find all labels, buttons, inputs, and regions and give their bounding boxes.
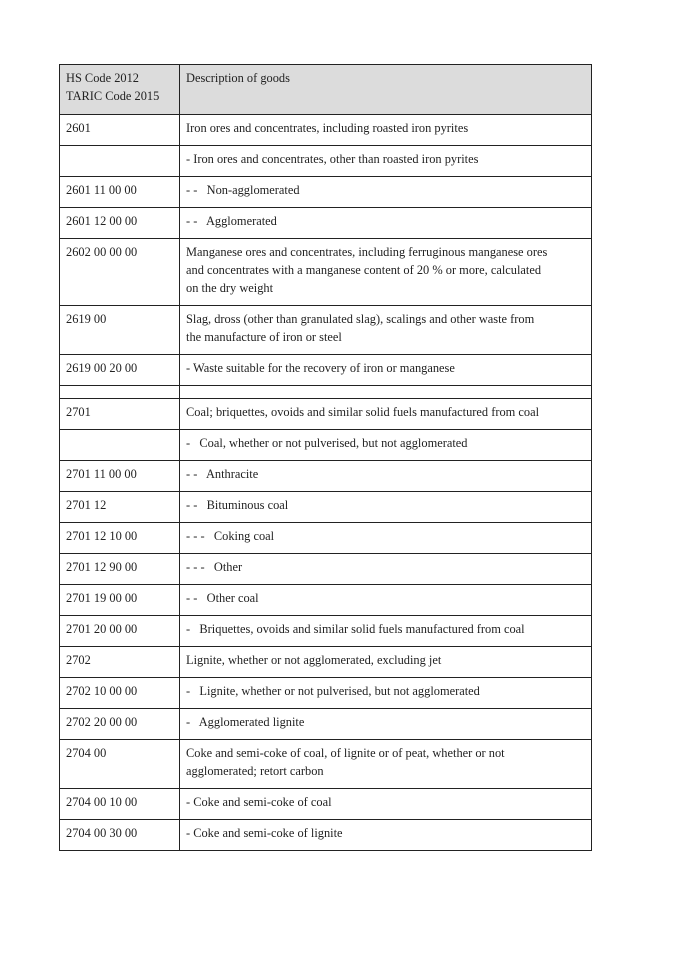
hs-code-cell: 2704 00 30 00 [60,820,180,851]
table-row [60,399,592,430]
hs-code-cell: 2701 19 00 00 [60,585,180,616]
hs-code-cell: 2702 20 00 00 [60,709,180,740]
table-row [60,115,592,146]
description-cell: - - - Other [180,554,592,585]
hs-code-cell: 2602 00 00 00 [60,239,180,306]
table-row [60,647,592,678]
description-cell: - - - Coking coal [180,523,592,554]
hs-code-cell [60,146,180,177]
table-row [60,461,592,492]
description-cell: - - Anthracite [180,461,592,492]
table-header-row [60,65,592,115]
hs-code-cell: 2701 [60,399,180,430]
hs-code-cell: 2701 12 90 00 [60,554,180,585]
hs-code-cell: 2701 20 00 00 [60,616,180,647]
description-cell: - - Non-agglomerated [180,177,592,208]
header-description: Description of goods [180,65,592,115]
table-row [60,239,592,306]
description-cell: - Agglomerated lignite [180,709,592,740]
description-cell: - - Bituminous coal [180,492,592,523]
table-row [60,177,592,208]
description-cell: Slag, dross (other than granulated slag), scalings and other waste from the manufacture of iron or steel [180,306,592,355]
table-row [60,740,592,789]
table-row [60,523,592,554]
hs-code-cell: 2701 11 00 00 [60,461,180,492]
table-row [60,678,592,709]
description-cell: - Lignite, whether or not pulverised, but not agglomerated [180,678,592,709]
hs-code-cell: 2701 12 10 00 [60,523,180,554]
table-row [60,386,592,399]
hs-code-cell: 2704 00 [60,740,180,789]
hs-code-cell: 2619 00 [60,306,180,355]
hs-code-cell: 2702 10 00 00 [60,678,180,709]
table-row [60,616,592,647]
table-row [60,789,592,820]
goods-code-table [59,64,592,851]
description-cell: - Coke and semi-coke of coal [180,789,592,820]
description-cell: - Coal, whether or not pulverised, but not agglomerated [180,430,592,461]
hs-code-cell: 2601 12 00 00 [60,208,180,239]
hs-code-cell: 2704 00 10 00 [60,789,180,820]
description-cell: Coke and semi-coke of coal, of lignite or of peat, whether or not agglomerated; retort carbon [180,740,592,789]
description-cell: - Iron ores and concentrates, other than roasted iron pyrites [180,146,592,177]
description-cell: Iron ores and concentrates, including roasted iron pyrites [180,115,592,146]
hs-code-cell [60,386,180,399]
hs-code-cell: 2601 11 00 00 [60,177,180,208]
description-cell: Lignite, whether or not agglomerated, excluding jet [180,647,592,678]
description-cell: - - Agglomerated [180,208,592,239]
table-row [60,430,592,461]
table-row [60,492,592,523]
table-row [60,146,592,177]
description-cell: - Waste suitable for the recovery of iron or manganese [180,355,592,386]
table-row [60,355,592,386]
hs-code-cell: 2702 [60,647,180,678]
hs-code-cell: 2619 00 20 00 [60,355,180,386]
table-row [60,208,592,239]
description-cell [180,386,592,399]
description-cell: - Coke and semi-coke of lignite [180,820,592,851]
table-row [60,585,592,616]
header-code: HS Code 2012 TARIC Code 2015 [60,65,180,115]
hs-code-cell: 2701 12 [60,492,180,523]
table-row [60,709,592,740]
table-row [60,306,592,355]
description-cell: - Briquettes, ovoids and similar solid fuels manufactured from coal [180,616,592,647]
description-cell: Coal; briquettes, ovoids and similar solid fuels manufactured from coal [180,399,592,430]
hs-code-cell [60,430,180,461]
description-cell: Manganese ores and concentrates, including ferruginous manganese ores and concentrates with a manganese content of 20 % or more, calculated on the dry weight [180,239,592,306]
table-row [60,820,592,851]
hs-code-cell: 2601 [60,115,180,146]
table-row [60,554,592,585]
description-cell: - - Other coal [180,585,592,616]
